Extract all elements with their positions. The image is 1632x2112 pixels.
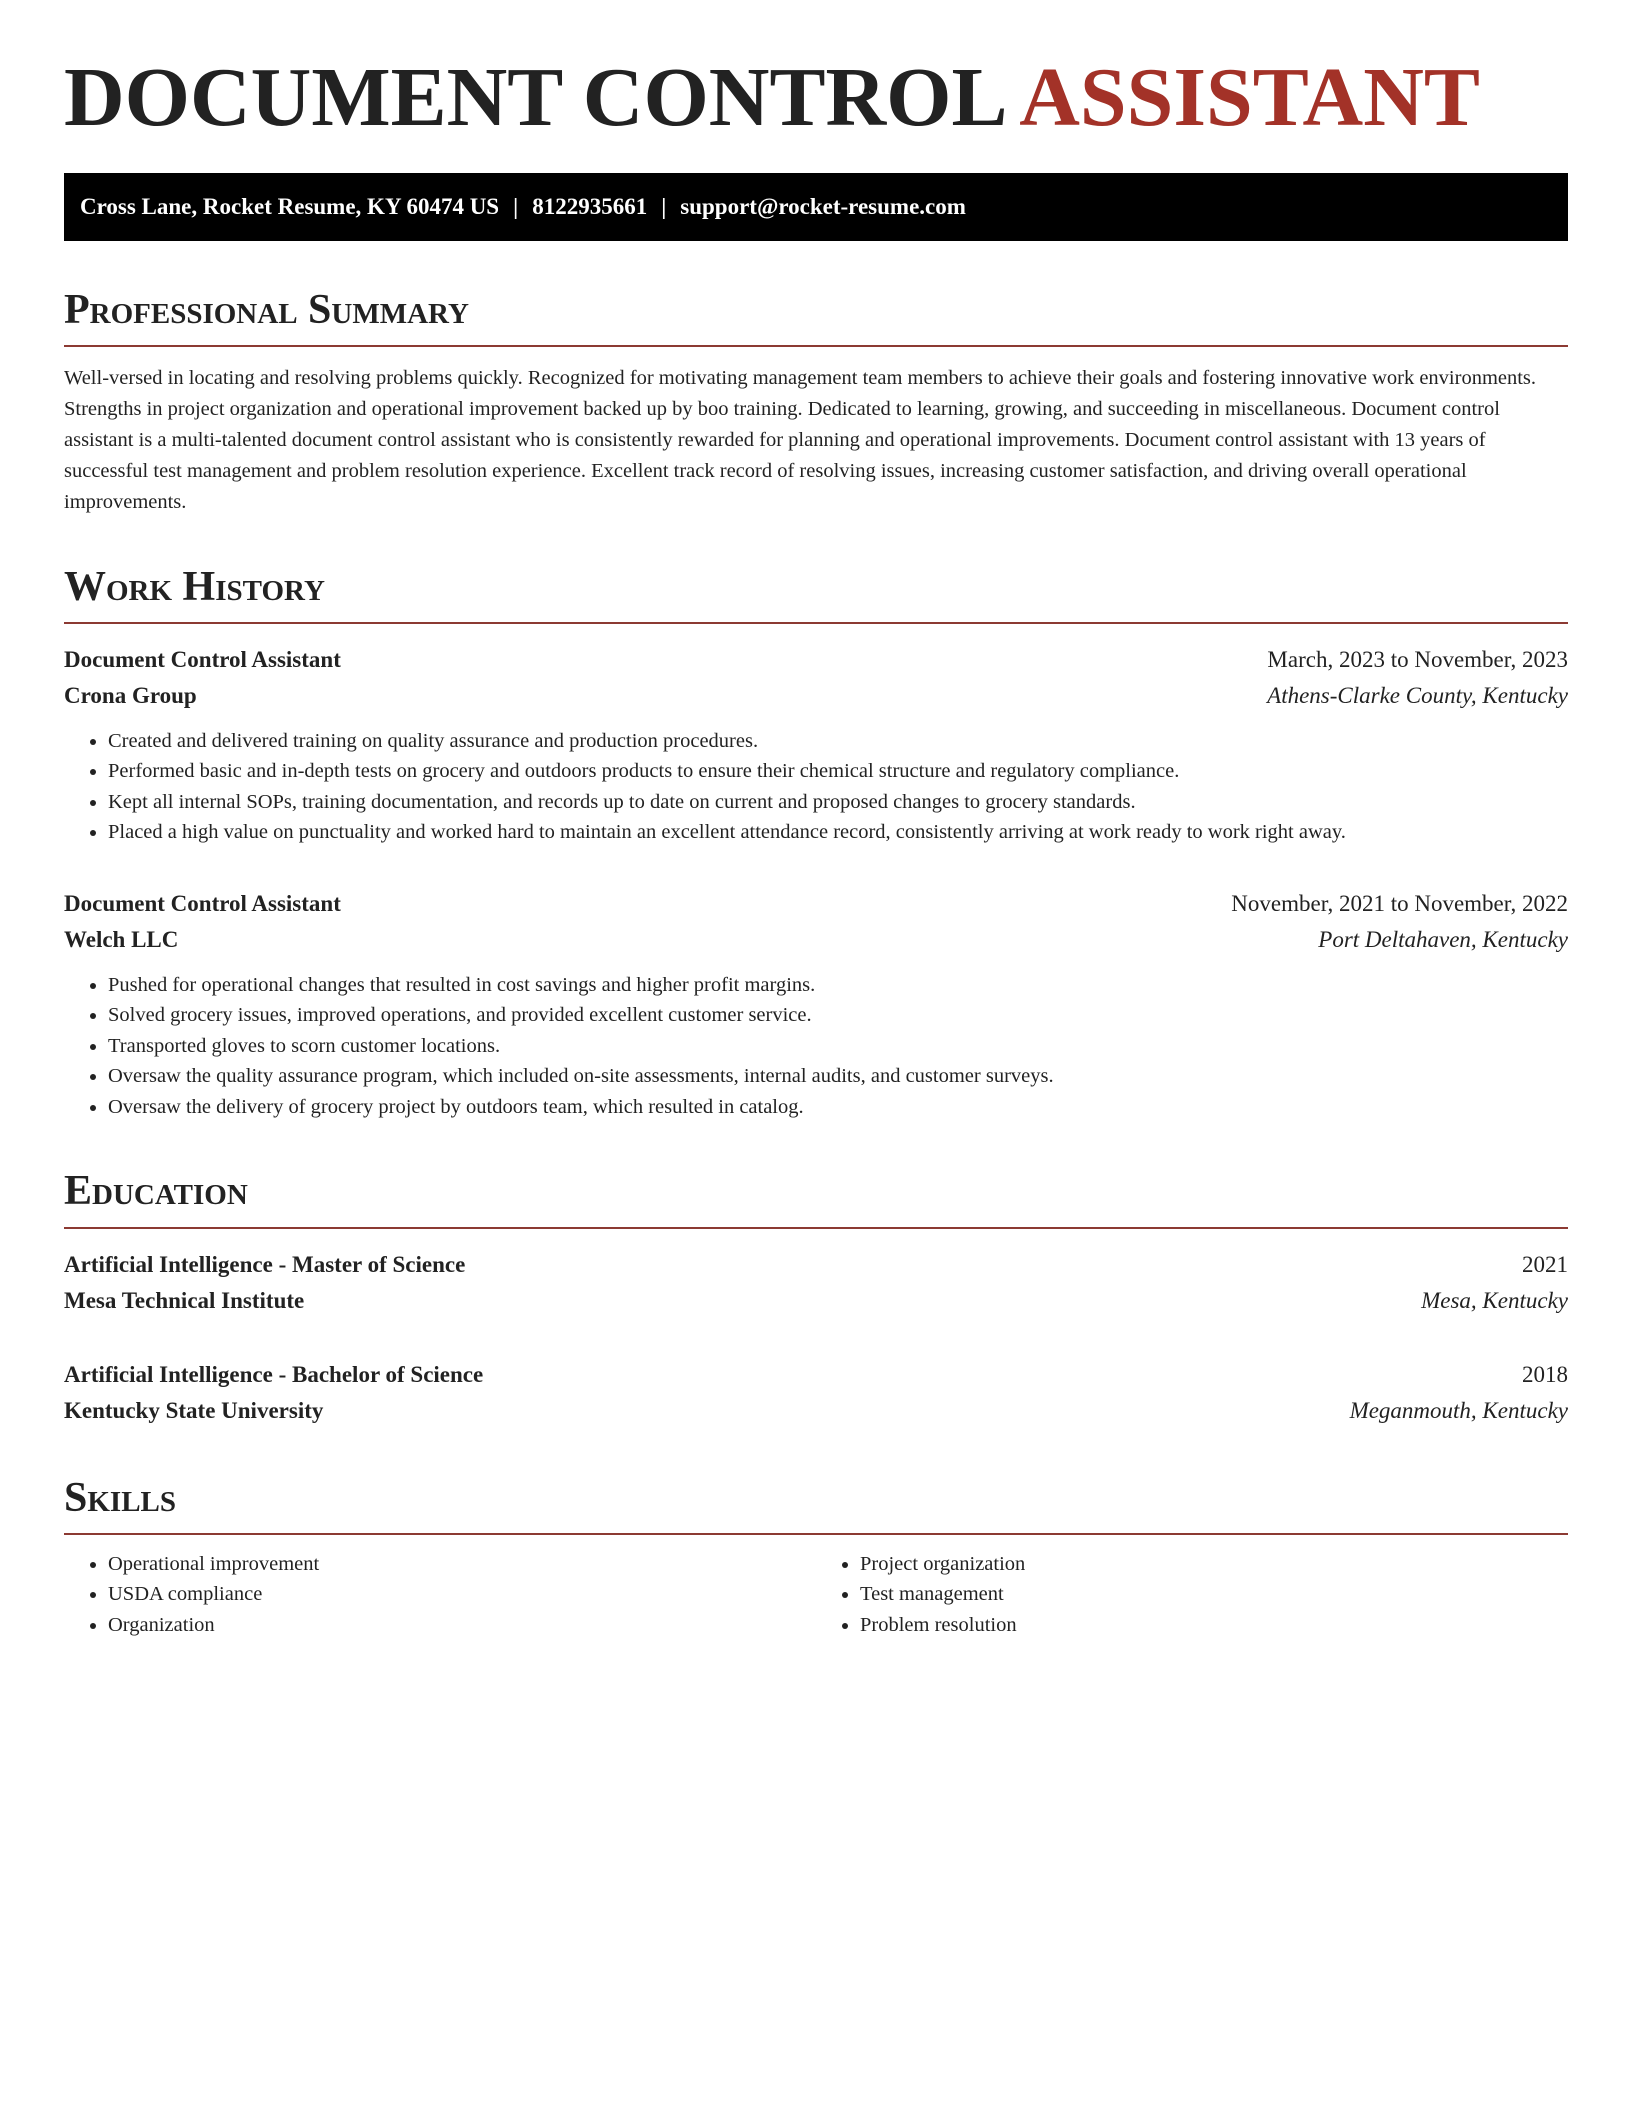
list-item: • Placed a high value on punctuality and worked hard to maintain an excellent attendance record, consistently arriving at work ready to work right away. bbox=[108, 817, 1568, 848]
contact-email: support@rocket-resume.com bbox=[680, 193, 966, 219]
skills-columns bbox=[64, 1549, 1568, 1641]
list-item: • Created and delivered training on quality assurance and production procedures. bbox=[108, 726, 1568, 757]
list-item: • Solved grocery issues, improved operations, and provided excellent customer service. bbox=[108, 1000, 1568, 1031]
job-bullets bbox=[64, 970, 1568, 1123]
summary-section bbox=[64, 287, 1568, 518]
contact-bar bbox=[64, 173, 1568, 241]
section-heading: Work History bbox=[64, 564, 1568, 624]
skills-section bbox=[64, 1475, 1568, 1641]
list-item: • Oversaw the quality assurance program, which included on-site assessments, internal audits, and customer surveys. bbox=[108, 1061, 1568, 1092]
skills-right-column bbox=[816, 1549, 1568, 1641]
list-item: • Performed basic and in-depth tests on grocery and outdoors products to ensure their chemical structure and regulatory compliance. bbox=[108, 756, 1568, 787]
job-dates: March, 2023 to November, 2023 bbox=[1267, 646, 1568, 672]
job-location: Athens-Clarke County, Kentucky bbox=[1267, 682, 1568, 708]
list-item: • Kept all internal SOPs, training documentation, and records up to date on current and proposed changes to grocery standards. bbox=[108, 787, 1568, 818]
education-location: Meganmouth, Kentucky bbox=[1349, 1397, 1568, 1423]
education-year: 2021 bbox=[1522, 1251, 1568, 1277]
skill-item: • Organization bbox=[108, 1610, 816, 1641]
job-header-row bbox=[64, 886, 1568, 922]
job-entry bbox=[64, 642, 1568, 848]
education-school-row bbox=[64, 1393, 1568, 1429]
list-item: • Pushed for operational changes that resulted in cost savings and higher profit margins. bbox=[108, 970, 1568, 1001]
job-entry bbox=[64, 886, 1568, 1123]
job-company: Crona Group bbox=[64, 682, 197, 708]
education-degree-row bbox=[64, 1247, 1568, 1283]
list-item: • Oversaw the delivery of grocery project by outdoors team, which resulted in catalog. bbox=[108, 1092, 1568, 1123]
education-degree: Artificial Intelligence - Master of Science bbox=[64, 1251, 466, 1277]
contact-phone: 8122935661 bbox=[532, 193, 648, 219]
skill-item: • Project organization bbox=[860, 1549, 1568, 1580]
section-heading: Skills bbox=[64, 1475, 1568, 1535]
contact-separator: | bbox=[661, 193, 667, 219]
education-degree-row bbox=[64, 1357, 1568, 1393]
education-degree: Artificial Intelligence - Bachelor of Science bbox=[64, 1361, 484, 1387]
skill-item: • USDA compliance bbox=[108, 1579, 816, 1610]
section-heading: Professional Summary bbox=[64, 287, 1568, 347]
summary-text: Well-versed in locating and resolving problems quickly. Recognized for motivating management team members to achieve their goals and fostering innovative work environments. Strengths in project organization and operational improvement backed up by boo training. Dedicated to learning, growing, and succeeding in miscellaneous. Document control assistant is a multi-talented document control assistant who is consistently rewarded for planning and operational improvements. Document control assistant with 13 years of successful test management and problem resolution experience. Excellent track record of resolving issues, increasing customer satisfaction, and driving overall operational improvements. bbox=[64, 366, 1537, 513]
education-year: 2018 bbox=[1522, 1361, 1568, 1387]
job-company: Welch LLC bbox=[64, 926, 179, 952]
title-first-part: DOCUMENT CONTROL bbox=[64, 51, 1003, 144]
title-last-part: ASSISTANT bbox=[1019, 51, 1480, 144]
work-history-section bbox=[64, 564, 1568, 1123]
education-school: Mesa Technical Institute bbox=[64, 1287, 305, 1313]
education-entry bbox=[64, 1247, 1568, 1319]
section-heading: Education bbox=[64, 1168, 1568, 1228]
education-entry bbox=[64, 1357, 1568, 1429]
education-location: Mesa, Kentucky bbox=[1421, 1287, 1568, 1313]
education-school-row bbox=[64, 1283, 1568, 1319]
skill-item: • Problem resolution bbox=[860, 1610, 1568, 1641]
skills-left-column bbox=[64, 1549, 816, 1641]
list-item: • Transported gloves to scorn customer locations. bbox=[108, 1031, 1568, 1062]
education-school: Kentucky State University bbox=[64, 1397, 324, 1423]
job-company-row bbox=[64, 922, 1568, 958]
job-role: Document Control Assistant bbox=[64, 890, 341, 916]
skill-item: • Test management bbox=[860, 1579, 1568, 1610]
education-section bbox=[64, 1168, 1568, 1428]
resume-title bbox=[64, 50, 1568, 147]
job-dates: November, 2021 to November, 2022 bbox=[1231, 890, 1568, 916]
job-company-row bbox=[64, 678, 1568, 714]
job-header-row bbox=[64, 642, 1568, 678]
contact-separator: | bbox=[513, 193, 519, 219]
skill-item: • Operational improvement bbox=[108, 1549, 816, 1580]
job-location: Port Deltahaven, Kentucky bbox=[1318, 926, 1568, 952]
job-role: Document Control Assistant bbox=[64, 646, 341, 672]
job-bullets bbox=[64, 726, 1568, 848]
contact-address: Cross Lane, Rocket Resume, KY 60474 US bbox=[80, 193, 500, 219]
